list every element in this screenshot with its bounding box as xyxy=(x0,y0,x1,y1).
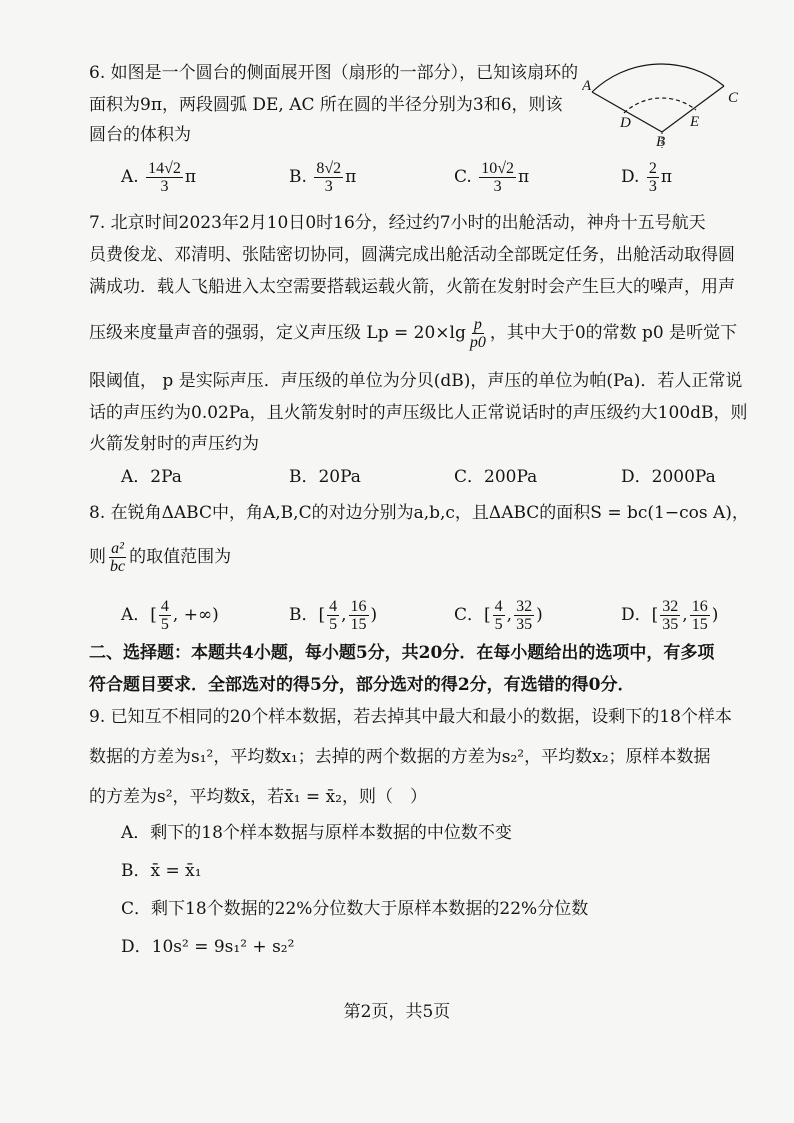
q7-option-a: A．2Pa xyxy=(121,467,182,487)
frac: $\frac{8√2}{3}$ xyxy=(316,160,342,195)
page-footer: 第2页，共5页 xyxy=(343,1002,451,1022)
section-2-heading: 二、选择题：本题共4小题，每小题5分，共20分．在每小题给出的选项中，有多项 xyxy=(89,643,715,663)
frac: $\frac{16}{15}$ xyxy=(691,598,708,633)
q7-line-2: 员费俊龙、邓清明、张陆密切协同，圆满完成出舱活动全部既定任务，出舱活动取得圆 xyxy=(89,245,735,265)
q9-line-2: 数据的方差为s₁²，平均数x₁；去掉的两个数据的方差为s₂²，平均数x₂；原样本数据 xyxy=(89,747,711,767)
q9-line-3: 的方差为s²，平均数x̄，若x̄₁ = x̄₂，则（ ） xyxy=(89,787,427,807)
q8-option-a: A．[ $\frac{4}{5}$ , +∞) xyxy=(121,598,219,633)
q8-option-c: C．[ $\frac{4}{5}$ , $\frac{32}{35}$ ) xyxy=(454,598,543,633)
q7-line-5: 限阈值， p 是实际声压．声压级的单位为分贝(dB)，声压的单位为帕(Pa)．若人正常说 xyxy=(89,371,743,391)
frac: $\frac{4}{5}$ xyxy=(494,598,503,633)
q7-option-d: D．2000Pa xyxy=(621,467,716,487)
q6-option-b: B. $\frac{8√2}{3}$ π xyxy=(289,160,357,195)
q8-option-d: D．[ $\frac{32}{35}$ , $\frac{16}{15}$ ) xyxy=(621,598,719,633)
frac: $\frac{32}{35}$ xyxy=(516,598,533,633)
q6-option-d: D. $\frac{2}{3}$ π xyxy=(621,160,673,195)
frac: $\frac{4}{5}$ xyxy=(329,598,338,633)
frac: $\frac{p}{p0}$ xyxy=(469,316,486,351)
q9-option-c: C．剩下18个数据的22%分位数大于原样本数据的22%分位数 xyxy=(121,899,589,919)
frac: $\frac{32}{35}$ xyxy=(662,598,679,633)
frac: $\frac{14√2}{3}$ xyxy=(148,160,181,195)
q9-option-d: D．10s² = 9s₁² + s₂² xyxy=(121,937,295,957)
q7-option-c: C．200Pa xyxy=(454,467,538,487)
q7-line-7: 火箭发射时的声压约为 xyxy=(89,434,259,454)
fig-label-e: E xyxy=(690,114,700,130)
frac: $\frac{4}{5}$ xyxy=(160,598,169,633)
q8-line-2: 则 $\frac{\text{a²}}{bc}$ 的取值范围为 xyxy=(89,540,232,575)
frac: $\frac{\text{a²}}{bc}$ xyxy=(110,540,126,575)
q9-option-a: A．剩下的18个样本数据与原样本数据的中位数不变 xyxy=(121,823,512,843)
fig-label-c: C xyxy=(728,90,739,106)
q7-line-1: 7. 北京时间2023年2月10日0时16分，经过约7小时的出舱活动，神舟十五号航天 xyxy=(89,213,706,233)
frac: $\frac{16}{15}$ xyxy=(350,598,367,633)
frac: $\frac{10√2}{3}$ xyxy=(481,160,514,195)
q8-line-1: 8. 在锐角ΔABC中，角A,B,C的对边分别为a,b,c，且ΔABC的面积S = bc(1−cos A)， xyxy=(89,503,749,523)
frac: $\frac{2}{3}$ xyxy=(648,160,657,195)
q7-line-3: 满成功．载人飞船进入太空需要搭载运载火箭，火箭在发射时会产生巨大的噪声，用声 xyxy=(89,277,735,297)
section-2-instructions: 符合题目要求．全部选对的得5分，部分选对的得2分，有选错的得0分． xyxy=(89,675,635,695)
q7-line-6: 话的声压约为0.02Pa，且火箭发射时的声压级比人正常说话时的声压级约大100dB，则 xyxy=(89,403,748,423)
q6-line-2: 面积为9π，两段圆弧 DE, AC 所在圆的半径分别为3和6，则该 xyxy=(89,95,563,115)
q6-option-c: C. $\frac{10√2}{3}$ π xyxy=(454,160,530,195)
fig-label-a: A xyxy=(582,78,592,94)
q6-option-a: A. $\frac{14√2}{3}$ π xyxy=(121,160,197,195)
q8-option-b: B．[ $\frac{4}{5}$ , $\frac{16}{15}$ ) xyxy=(289,598,378,633)
q9-line-1: 9. 已知互不相同的20个样本数据，若去掉其中最大和最小的数据，设剩下的18个样本 xyxy=(89,707,732,727)
q9-option-b: B．x̄ = x̄₁ xyxy=(121,861,202,881)
q7-option-b: B．20Pa xyxy=(289,467,361,487)
q6-line-1: 6. 如图是一个圆台的侧面展开图（扇形的一部分），已知该扇环的 xyxy=(89,63,579,83)
q7-line-4: 压级来度量声音的强弱，定义声压级 Lp = 20×lg $\frac{p}{p0}$ ，其中大于0的常数 p0 是听觉下 xyxy=(89,316,738,351)
fig-label-b: B xyxy=(656,134,666,150)
frustum-sector-figure xyxy=(582,52,752,152)
fig-label-d: D xyxy=(620,115,631,131)
q6-line-3: 圆台的体积为 xyxy=(89,125,191,145)
